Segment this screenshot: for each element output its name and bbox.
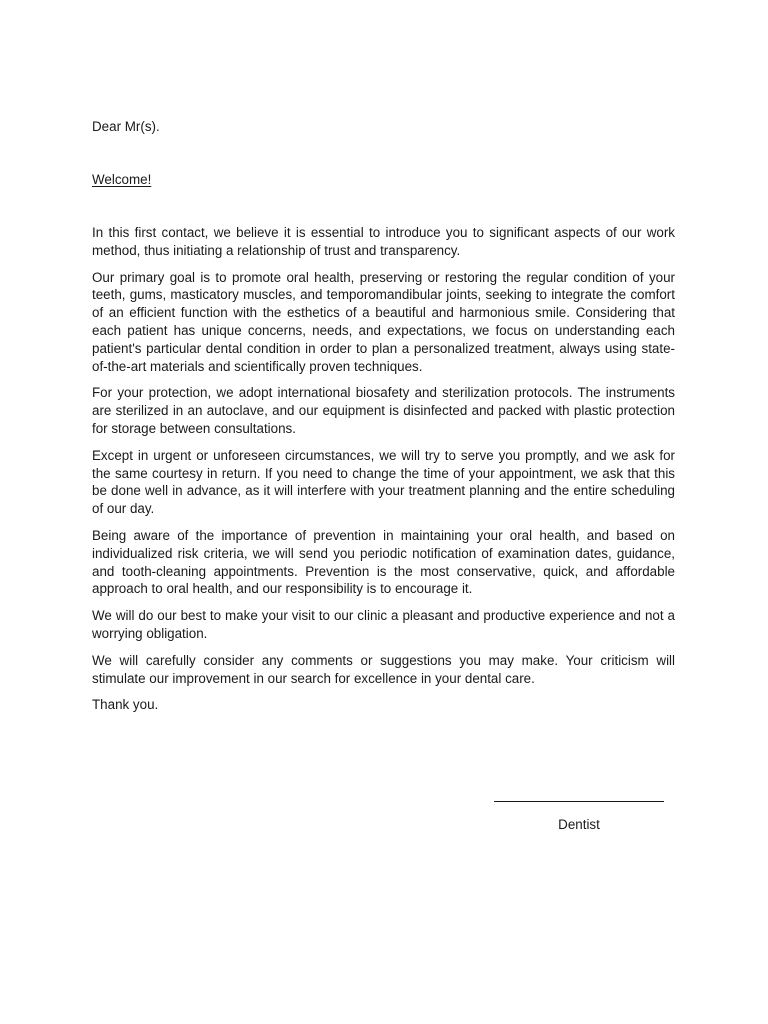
signature-line — [494, 801, 664, 802]
signature-label: Dentist — [558, 817, 600, 832]
paragraph-feedback: We will carefully consider any comments or suggestions you may make. Your criticism will stimulate our improvement in our search for excellence in your dental care. — [92, 652, 675, 686]
closing-thanks: Thank you. — [92, 697, 159, 713]
welcome-heading: Welcome! — [92, 172, 152, 187]
paragraph-introduction: In this first contact, we believe it is essential to introduce you to significant aspects of our work method, thus initiating a relationship of trust and transparency. — [92, 225, 675, 258]
paragraph-protection: For your protection, we adopt international biosafety and sterilization protocols. The instruments are sterilized in an autoclave, and our equipment is disinfected and packed with plastic protection for storage between consultations. — [92, 385, 675, 436]
paragraph-visit-experience: We will do our best to make your visit to our clinic a pleasant and productive experience and not a worrying obligation. — [92, 608, 675, 641]
paragraph-primary-goal: Our primary goal is to promote oral health, preserving or restoring the regular condition of your teeth, gums, masticatory muscles, and temporomandibular joints, seeking to integrate the comfort of an efficient function with the esthetics of a beautiful and harmonious smile. Considering that each patient has unique concerns, needs, and expectations, we focus on understanding each patient's particular dental condition in order to plan a personalized treatment, always using state-of-the-art materials and scientifically proven techniques. — [92, 269, 675, 374]
salutation: Dear Mr(s). — [92, 119, 160, 134]
paragraph-scheduling: Except in urgent or unforeseen circumstances, we will try to serve you promptly, and we ask for the same courtesy in return. If you need to change the time of your appointment, we ask that this be done well in advance, as it will interfere with your treatment planning and the entire scheduling of our day. — [92, 447, 675, 517]
paragraph-prevention: Being aware of the importance of prevention in maintaining your oral health, and based on individualized risk criteria, we will send you periodic notification of examination dates, guidance, and tooth-cleaning appointments. Prevention is the most conservative, quick, and affordable approach to oral health, and our responsibility is to encourage it. — [92, 527, 675, 597]
letter-body — [92, 224, 675, 723]
